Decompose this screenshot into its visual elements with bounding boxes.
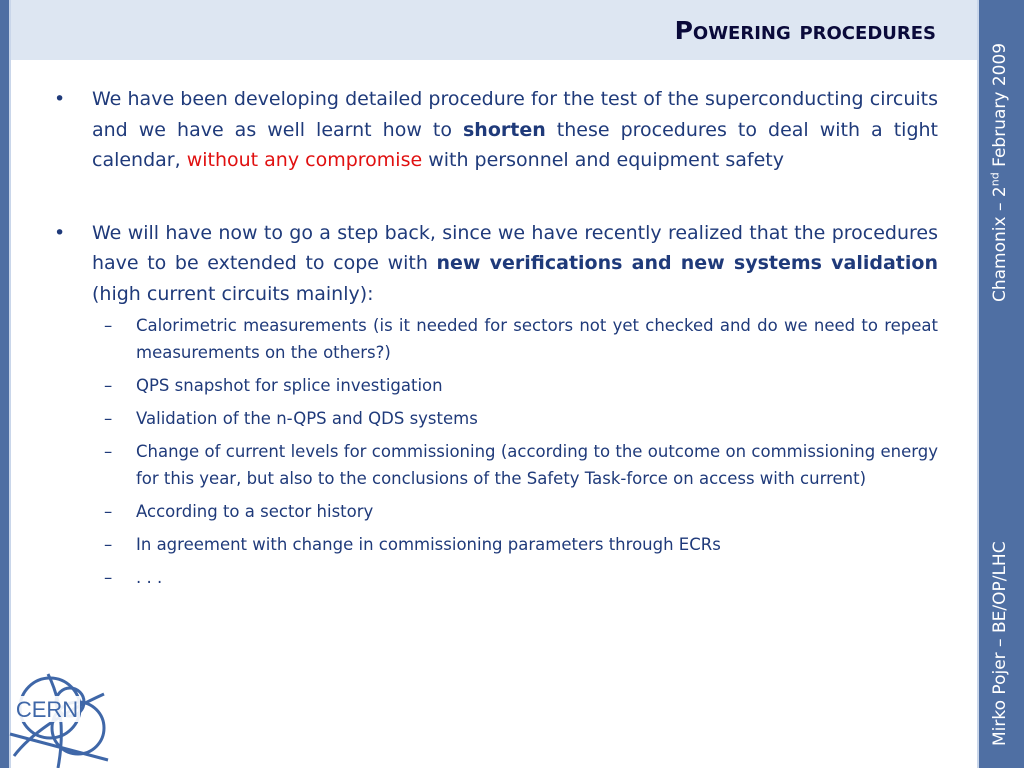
slide-content (48, 84, 938, 597)
sub-bullet-list (48, 312, 938, 591)
sub-bullet-item (48, 564, 938, 591)
cern-logo (8, 664, 112, 768)
bullet-text (92, 88, 938, 171)
sub-bullet-text: . . . (136, 568, 163, 587)
text-segment: with personnel and equipment safety (422, 149, 784, 171)
dash-marker: – (104, 409, 113, 428)
slide-title: Powering procedures (674, 16, 936, 45)
footer-date-suffix: February 2009 (990, 42, 1010, 173)
sub-bullet-text: Calorimetric measurements (is it needed for sectors not yet checked and do we need to repeat measurements on the others?) (136, 316, 938, 362)
dash-marker: – (104, 502, 113, 521)
text-segment: We have been developing detailed procedure for the test of the superconducting circuits and we have as well learnt how to (92, 88, 938, 141)
dash-marker: – (104, 568, 113, 587)
sub-bullet-item (48, 405, 938, 432)
bullet-marker: • (54, 221, 66, 244)
dash-marker: – (104, 535, 113, 554)
cern-logo-text: CERN (15, 697, 79, 722)
text-segment: these procedures to deal with a tight calendar, (92, 118, 938, 171)
left-side-bar (0, 0, 9, 768)
bullet-text-block (48, 218, 938, 310)
sub-bullet-item (48, 498, 938, 525)
right-side-bar-accent (977, 0, 979, 768)
footer-date-prefix: Chamonix – 2 (990, 186, 1010, 302)
sub-bullet-item (48, 312, 938, 366)
bold-emphasis: new verifications and new systems validation (436, 252, 938, 274)
text-segment: (high current circuits mainly): (92, 282, 374, 305)
bullet-marker: • (54, 88, 66, 110)
bold-emphasis: shorten (463, 118, 546, 141)
dash-marker: – (104, 316, 113, 335)
sub-bullet-item (48, 531, 938, 558)
footer-date-ordinal: nd (988, 172, 1002, 187)
sub-bullet-text: Change of current levels for commissioning (according to the outcome on commissioning energy for this year, but also to the conclusions of the Safety Task-force on access with current) (136, 442, 938, 488)
text-segment: We will have now to go a step back, since we have recently realized that the procedures have to be extended to cope with (92, 221, 938, 274)
left-side-bar-accent (9, 0, 11, 768)
dash-marker: – (104, 442, 113, 461)
sub-bullet-item (48, 438, 938, 492)
sub-bullet-text: According to a sector history (136, 502, 374, 521)
red-emphasis: without any compromise (186, 149, 423, 171)
sub-bullet-text: QPS snapshot for splice investigation (136, 376, 443, 395)
sub-bullet-item (48, 372, 938, 399)
footer-date (989, 43, 1011, 302)
sub-bullet-text: In agreement with change in commissioning parameters through ECRs (136, 535, 721, 554)
bullet-item (48, 84, 938, 176)
sub-bullet-text: Validation of the n-QPS and QDS systems (136, 409, 478, 428)
dash-marker: – (104, 376, 113, 395)
footer-author: Mirko Pojer – BE/OP/LHC (990, 541, 1010, 746)
bullet-item (48, 218, 938, 592)
